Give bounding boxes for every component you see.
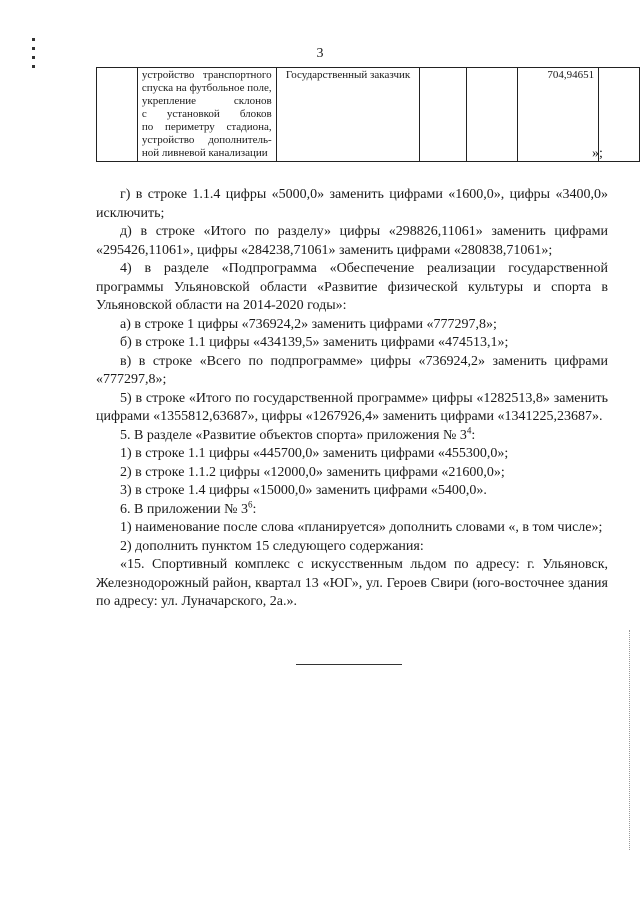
table-cell-description: устройство транспортного спуска на футбольное поле, укрепление склонов с установкой блоков по периметру стадиона, устройство дополнитель- ной ливневой канализации xyxy=(137,68,276,162)
paragraph: 5) в строке «Итого по государственной программе» цифры «1282513,8» заменить цифрами «1355812,63687», цифры «1267926,4» заменить цифрами «1341225,23687». xyxy=(96,390,608,424)
table-row xyxy=(97,68,640,162)
table-cell-amount: 704,94651 xyxy=(518,68,599,162)
table-cell-empty xyxy=(467,68,518,162)
table-cell-customer: Государственный заказчик xyxy=(276,68,420,162)
table-cell-empty xyxy=(97,68,138,162)
paragraph: д) в строке «Итого по разделу» цифры «298826,11061» заменить цифрами «295426,11061», цифры «284238,71061» заменить цифрами «280838,71061»; xyxy=(96,224,608,258)
table-closing-mark: »; xyxy=(592,146,603,161)
paragraph: 1) наименование после слова «планируется» дополнить словами «, в том числе»; xyxy=(120,520,603,535)
paragraph: 2) в строке 1.1.2 цифры «12000,0» заменить цифрами «21600,0»; xyxy=(120,464,505,480)
scan-edge-marks xyxy=(627,630,630,850)
paragraph: а) в строке 1 цифры «736924,2» заменить цифрами «777297,8»; xyxy=(120,316,497,332)
table-cell-empty xyxy=(420,68,467,162)
end-of-document-rule xyxy=(296,664,402,665)
paragraph: 3) в строке 1.4 цифры «15000,0» заменить цифрами «5400,0». xyxy=(120,483,487,498)
page-number: 3 xyxy=(316,46,324,61)
paragraph: 1) в строке 1.1 цифры «445700,0» заменить цифрами «455300,0»; xyxy=(120,446,509,461)
paragraph: 4) в разделе «Подпрограмма «Обеспечение реализации государственной программы Ульяновской области «Развитие физической культуры и спорта в Ульяновской области на 2014-2020 годы»: xyxy=(96,261,608,313)
table-fragment xyxy=(96,67,640,162)
document-body xyxy=(96,186,608,612)
paragraph: в) в строке «Всего по подпрограмме» цифры «736924,2» заменить цифрами «777297,8»; xyxy=(96,353,608,387)
paragraph-with-superscript: 5. В разделе «Развитие объектов спорта» приложения № $3^4$: xyxy=(120,424,476,443)
paragraph: б) в строке 1.1 цифры «434139,5» заменить цифрами «474513,1»; xyxy=(120,335,509,350)
paragraph: «15. Спортивный комплекс с искусственным льдом по адресу: г. Ульяновск, Железнодорожный район, квартал 13 «ЮГ», ул. Героев Свири (юго-восточнее здания по адресу: ул. Луначарского, 2а.». xyxy=(96,557,608,609)
paragraph-with-superscript: 6. В приложении № $3^6$: xyxy=(120,498,257,517)
paragraph: г) в строке 1.1.4 цифры «5000,0» заменить цифрами «1600,0», цифры «3400,0» исключить; xyxy=(96,187,608,221)
paragraph: 2) дополнить пунктом 15 следующего содержания: xyxy=(120,538,424,554)
table-cell-empty xyxy=(599,68,640,162)
